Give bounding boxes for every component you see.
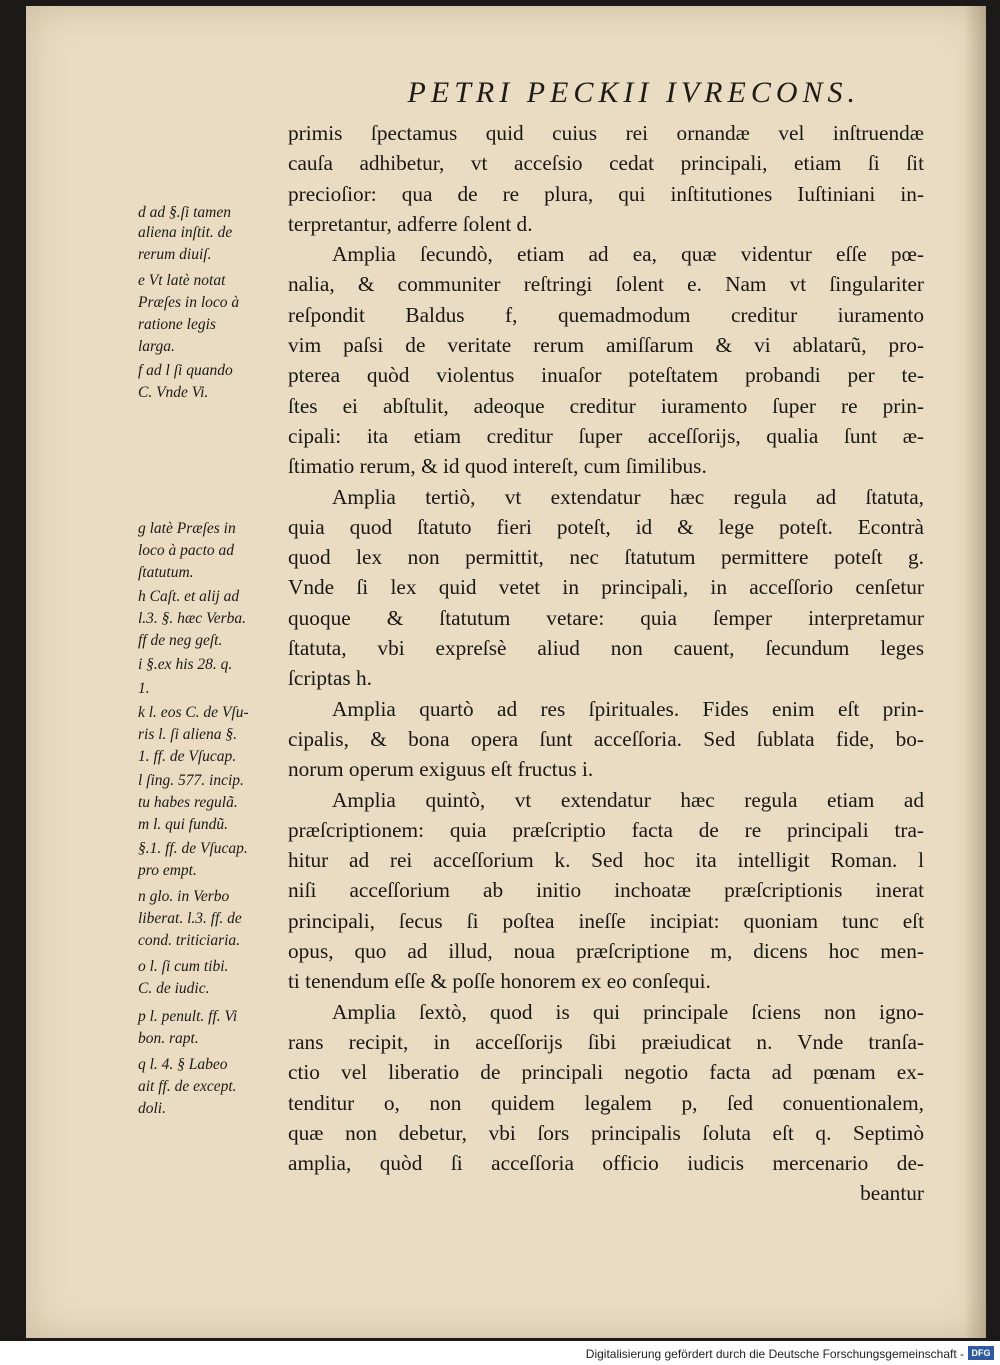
margin-note: ff de neg geſt. [138,632,223,649]
text-line: Amplia quartò ad res ſpirituales. Fides enim eſt prin- [332,696,924,721]
text-line: reſpondit Baldus f, quemadmodum creditur iuramento [288,302,924,327]
margin-note: l.3. §. hæc Verba. [138,610,247,627]
margin-note: f ad l ſi quando [138,362,233,379]
margin-note: rerum diuiſ. [138,246,212,263]
text-line: cipalis, & bona opera ſunt acceſſoria. Sed ſublata fide, bo- [288,726,924,751]
margin-note: doli. [138,1100,166,1117]
text-line: nalia, & communiter reſtringi ſolent e. Nam vt ſingulariter [288,272,924,297]
margin-note: h Caſt. et alij ad [138,588,240,605]
text-line: ſcriptas h. [288,666,372,691]
text-line: quæ non debetur, vbi ſors principalis ſoluta eſt q. Septimò [288,1120,924,1145]
margin-note: loco à pacto ad [138,542,234,559]
text-line: Amplia ſecundò, etiam ad ea, quæ videntur eſſe pœ- [332,242,924,267]
text-line: Amplia tertiò, vt extendatur hæc regula ad ſtatuta, [332,484,924,509]
margin-note: ratione legis [138,316,216,333]
margin-note: e Vt latè notat [138,272,226,289]
margin-note: tu habes regulã. [138,794,238,811]
margin-note: pro empt. [138,862,197,879]
text-line: tenditur o, non quidem legalem p, ſed conuentionalem, [288,1090,924,1115]
margin-note: aliena inſtit. de [138,224,233,241]
text-line: ctio vel liberatio de principali negotio facta ad pœnam ex- [288,1060,924,1085]
dfg-logo: DFG [968,1346,994,1360]
main-text-block [288,118,924,1209]
margin-note: ait ff. de except. [138,1078,237,1095]
catchword: beantur [860,1181,924,1206]
margin-note: p l. penult. ff. Vi [138,1008,238,1025]
margin-note: cond. triticiaria. [138,932,241,949]
margin-note: m l. qui fundũ. [138,816,228,833]
text-line: niſi acceſſorium ab initio inchoatæ præſcriptionis inerat [288,878,924,903]
text-line: Vnde ſi lex quid vetet in principali, in acceſſorio cenſetur [288,575,924,600]
margin-note: Præſes in loco à [138,294,240,311]
text-line: ti tenendum eſſe & poſſe honorem ex eo conſequi. [288,969,711,994]
margin-note: 1. ff. de Vſucap. [138,748,237,765]
text-line: vim paſsi de veritate rerum amiſſarum & vi ablatarũ, pro- [288,333,924,358]
margin-note: liberat. l.3. ff. de [138,910,242,927]
margin-note: C. de iudic. [138,980,210,997]
text-line: Amplia ſextò, quod is qui principale ſciens non igno- [332,999,924,1024]
margin-note: bon. rapt. [138,1030,199,1047]
margin-note: §.1. ff. de Vſucap. [138,840,248,857]
margin-note: ſtatutum. [138,564,194,581]
margin-note: d ad §.ſi tamen [138,204,231,221]
margin-note: 1. [138,680,150,697]
margin-note: n glo. in Verbo [138,888,230,905]
text-line: Amplia quintò, vt extendatur hæc regula etiam ad [332,787,924,812]
margin-note: q l. 4. § Labeo [138,1056,228,1073]
text-line: principali, ſecus ſi poſtea ineſſe incipiat: quoniam tunc eſt [288,908,924,933]
margin-note: o l. ſi cum tibi. [138,958,229,975]
margin-note: k l. eos C. de Vſu- [138,704,249,721]
text-line: rans recipit, in acceſſorijs ſibi præiudicat n. Vnde tranſa- [288,1029,924,1054]
text-line: quoque & ſtatutum vetare: quia ſemper interpretamur [288,605,924,630]
text-line: norum operum exiguus eſt fructus i. [288,757,594,782]
text-line: præſcriptionem: quia præſcriptio facta de re principali tra- [288,817,924,842]
margin-note: i §.ex his 28. q. [138,656,233,673]
text-line: amplia, quòd ſi acceſſoria officio iudicis mercenario de- [288,1151,924,1176]
text-line: cipali: ita etiam creditur ſuper acceſſorijs, qualia ſunt æ- [288,423,924,448]
text-line: ſtes ei abſtulit, adeoque creditur iuramento ſuper re prin- [288,393,924,418]
text-line: primis ſpectamus quid cuius rei ornandæ vel inſtruendæ [288,121,924,145]
text-line: ſtimatio rerum, & id quod intereſt, cum ſimilibus. [288,454,707,479]
margin-note: C. Vnde Vi. [138,384,209,401]
text-line: precioſior: qua de re plura, qui inſtitutiones Iuſtiniani in- [288,181,924,206]
margin-note: ris l. ſi aliena §. [138,726,238,743]
text-line: quia quod ſtatuto fieri poteſt, id & lege poteſt. Econtrà [288,514,924,539]
text-line: hitur ad rei acceſſorium k. Sed hoc ita intelligit Roman. l [288,848,924,873]
digitization-credit: Digitalisierung gefördert durch die Deutsche Forschungsgemeinschaft - [585,1347,964,1361]
text-line: cauſa adhibetur, vt acceſsio cedat principali, etiam ſi ſit [288,151,924,176]
text-line: opus, quo ad illud, noua præſcriptione m, dicens hoc men- [288,939,924,964]
text-line: quod lex non permittit, nec ſtatutum permittere poteſt g. [288,545,924,570]
running-header: PETRI PECKII IVRECONS. [407,76,860,109]
margin-note: larga. [138,338,175,355]
margin-note: l ſing. 577. incip. [138,772,244,789]
text-line: pterea quòd violentus inuaſor poteſtatem probandi per te- [288,363,924,388]
text-line: ſtatuta, vbi expreſsè aliud non cauent, ſecundum leges [288,636,924,661]
margin-note: g latè Præſes in [138,520,236,537]
page-edge-shadow [964,6,986,1338]
text-line: terpretantur, adferre ſolent d. [288,211,533,236]
